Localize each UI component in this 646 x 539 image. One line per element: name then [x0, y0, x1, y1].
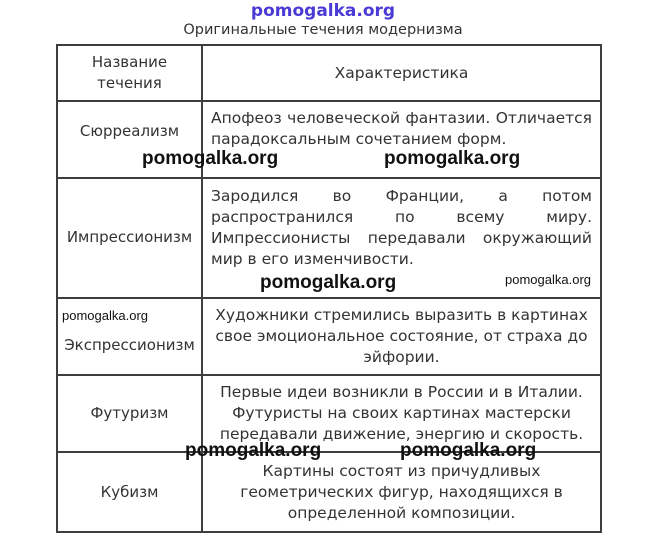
watermark-text: pomogalka.org — [384, 148, 521, 169]
header-name-label: Название течения — [91, 53, 168, 92]
movement-name-cell — [57, 178, 202, 298]
movement-name: Сюрреализм — [79, 122, 180, 140]
movement-name: Кубизм — [100, 482, 159, 501]
movement-name: Экспрессионизм — [64, 336, 195, 354]
movement-desc-cell — [202, 298, 601, 375]
movement-name: Футуризм — [90, 404, 169, 422]
movement-description: Первые идеи возникли в России и в Италии. Футуристы на своих картинах мастерски передавали движение, энергию и скорость. — [219, 383, 584, 443]
movement-description: Зародился во Франции, а потом распространился по всему миру. Импрессионисты передавали окружающий мир в его изменчивости. — [211, 187, 592, 268]
table-row — [57, 452, 601, 532]
movement-name-cell — [57, 452, 202, 532]
movement-description: Апофеоз человеческой фантазии. Отличается парадоксальным сочетанием форм. — [211, 109, 592, 148]
movement-description: Художники стремились выразить в картинах свое эмоциональное состояние, от страха до эйфории. — [215, 306, 588, 366]
header-name-cell — [57, 45, 202, 101]
movement-description: Картины состоят из причудливых геометрических фигур, находящихся в определенной композиции. — [240, 461, 563, 522]
watermark-text: pomogalka.org — [505, 272, 591, 287]
table-header-row — [57, 45, 601, 101]
table-caption: Оригинальные течения модернизма — [183, 22, 463, 38]
site-header-watermark: pomogalka.org — [250, 1, 396, 21]
watermark-text: pomogalka.org — [260, 272, 397, 293]
header-desc-cell — [202, 45, 601, 101]
movement-name: Импрессионизм — [66, 227, 193, 246]
watermark-text: pomogalka.org — [62, 308, 148, 323]
watermark-text: pomogalka.org — [400, 440, 537, 461]
watermark-text: pomogalka.org — [142, 148, 279, 169]
movement-desc-cell — [202, 452, 601, 532]
movement-name-cell — [57, 375, 202, 452]
watermark-text: pomogalka.org — [185, 440, 322, 461]
header-desc-label: Характеристика — [334, 63, 469, 82]
